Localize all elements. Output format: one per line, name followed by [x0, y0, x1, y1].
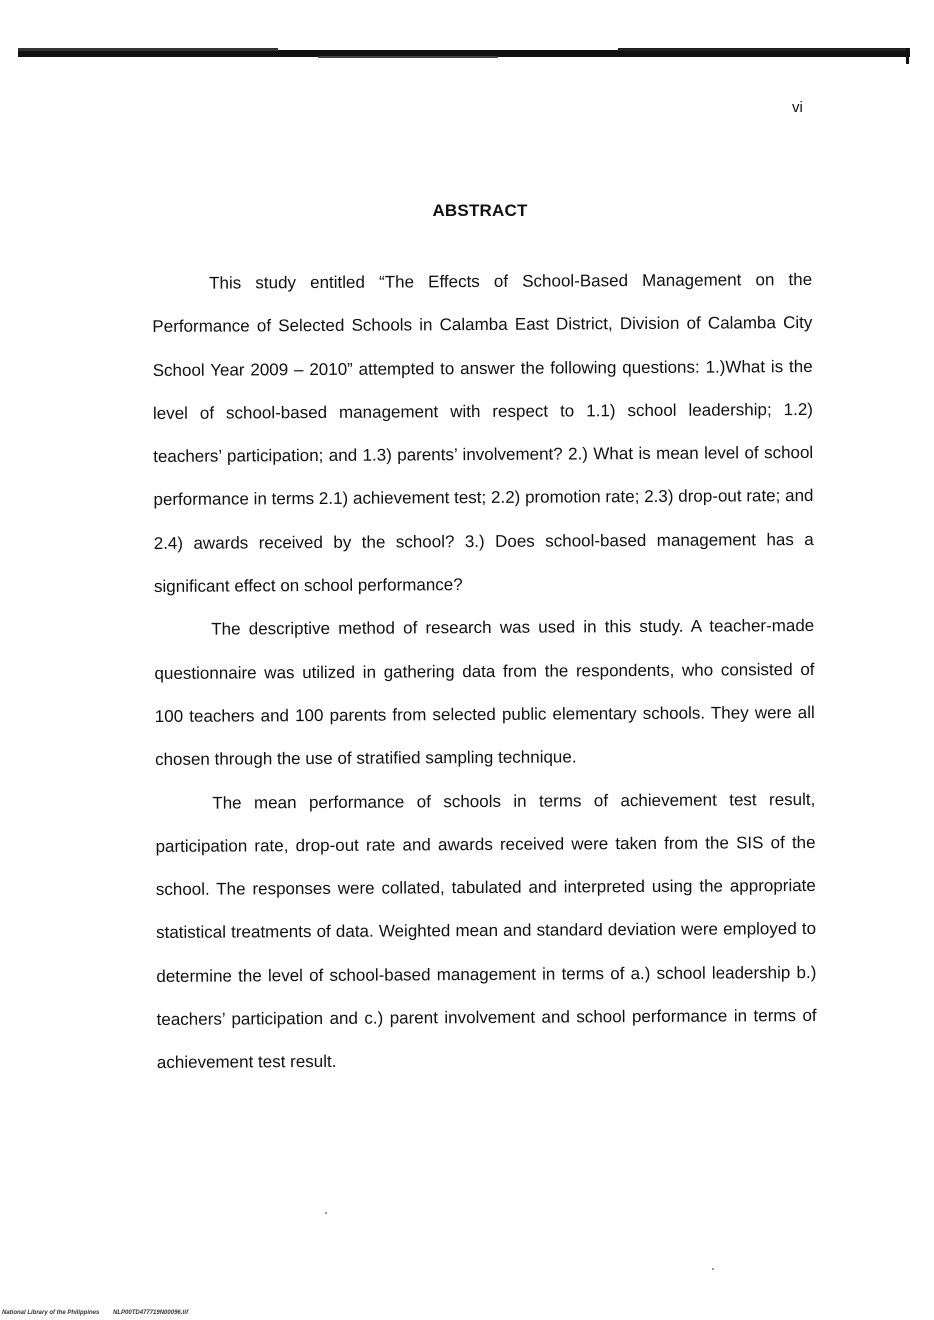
page-number: vi [792, 99, 803, 116]
scan-speck [712, 1268, 714, 1270]
scan-speck [325, 1212, 327, 1214]
footer-library: National Library of the Philippines [2, 1310, 100, 1316]
scan-footer [2, 1310, 200, 1316]
abstract-paragraph: This study entitled “The Effects of School-Based Management on the Performance of Selected Schools in Calamba East District, Division of Calamba City School Year 2009 – 2010” attempted to answer the following questions: 1.)What is the level of school-based management with respect to 1.1) school leadership; 1.2) teachers’ participation; and 1.3) parents’ involvement? 2.) What is mean level of school performance in terms 2.1) achievement test; 2.2) promotion rate; 2.3) drop-out rate; and 2.4) awards received by the school? 3.) Does school-based management has a significant effect on school performance? [152, 269, 814, 597]
abstract-paragraph: The descriptive method of research was used in this study. A teacher-made questionnaire was utilized in gathering data from the respondents, who consisted of 100 teachers and 100 parents from selected public elementary schools. They were all chosen through the use of stratified sampling technique. [154, 616, 815, 770]
footer-code: NLP00TD477719N00096.tif [113, 1310, 189, 1316]
abstract-paragraph: The mean performance of schools in terms of achievement test result, participation rate, drop-out rate and awards received were taken from the SIS of the school. The responses were collated, tabulated and interpreted using the appropriate statistical treatments of data. Weighted mean and standard deviation were employed to determine the level of school-based management in terms of a.) school leadership b.) teachers’ participation and c.) parent involvement and school performance in terms of achievement test result. [155, 789, 817, 1073]
abstract-body [152, 258, 817, 1085]
page-title: ABSTRACT [432, 201, 528, 220]
scan-edge-bar [18, 44, 910, 64]
